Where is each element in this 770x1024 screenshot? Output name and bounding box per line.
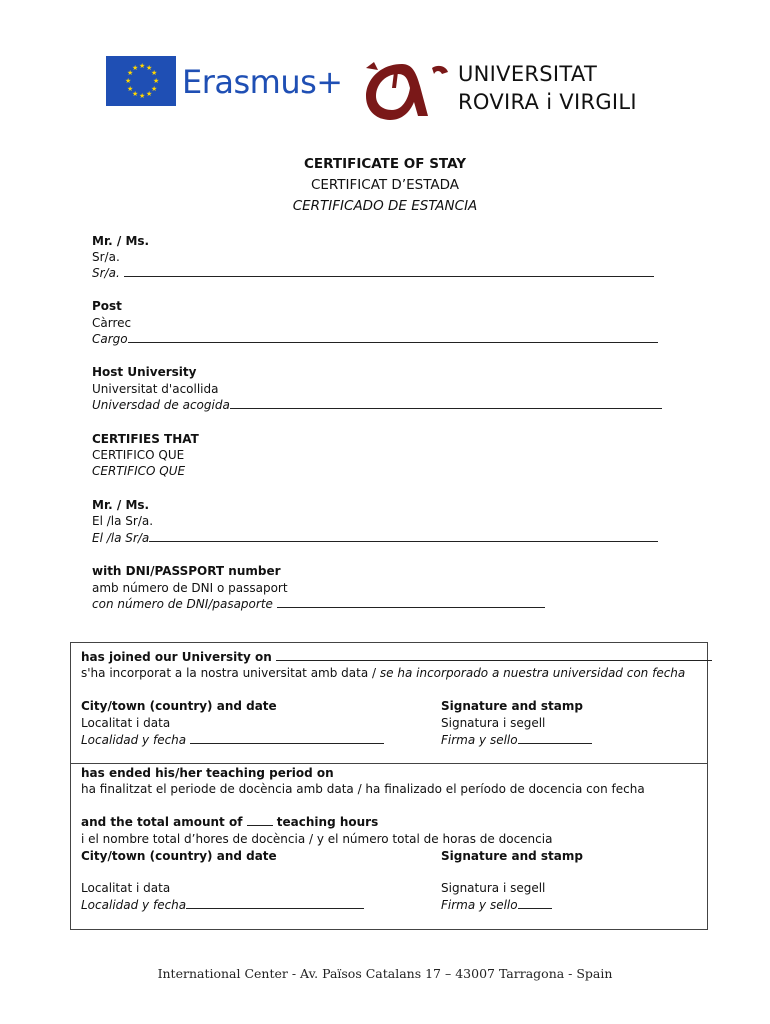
svg-text:★: ★ bbox=[139, 92, 146, 100]
post-label-ca: Càrrec bbox=[92, 316, 132, 330]
box2-sign-es: Firma y sello bbox=[441, 897, 552, 914]
total-hours-translation: i el nombre total d’hores de docència / y el número total de horas de docencia bbox=[81, 832, 553, 846]
box1-city-en: City/town (country) and date bbox=[81, 699, 277, 713]
title-english: CERTIFICATE OF STAY bbox=[303, 156, 467, 172]
svg-text:★: ★ bbox=[146, 90, 153, 98]
name-field[interactable] bbox=[124, 265, 654, 277]
svg-text:★: ★ bbox=[139, 62, 146, 70]
box2-sign-en: Signature and stamp bbox=[441, 849, 583, 863]
joined-row: has joined our University on bbox=[81, 649, 712, 666]
svg-text:★: ★ bbox=[153, 77, 160, 85]
dni-passport-field[interactable] bbox=[277, 596, 545, 608]
total-hours-row: and the total amount of teaching hours bbox=[81, 815, 379, 829]
box2-signature-field[interactable] bbox=[518, 897, 552, 909]
name-label-en: Mr. / Ms. bbox=[92, 234, 150, 248]
box1-sign-en: Signature and stamp bbox=[441, 699, 583, 713]
footer-address: International Center - Av. Països Catalans 17 – 43007 Tarragona - Spain bbox=[157, 966, 613, 981]
name2-label-ca: El /la Sr/a. bbox=[92, 514, 154, 528]
joined-translation: s'ha incorporat a la nostra universitat amb data / se ha incorporado a nuestra universidad con fecha bbox=[81, 666, 686, 680]
dni-label-ca: amb número de DNI o passaport bbox=[92, 581, 288, 595]
box1-city-es: Localidad y fecha bbox=[81, 732, 384, 749]
erasmus-logo bbox=[106, 56, 343, 108]
svg-text:★: ★ bbox=[151, 69, 158, 77]
host-label-es: Universdad de acogida bbox=[92, 397, 662, 414]
box1-city-ca: Localitat i data bbox=[81, 716, 171, 730]
svg-text:★: ★ bbox=[151, 85, 158, 93]
box2-city-ca: Localitat i data bbox=[81, 881, 171, 895]
box2-city-date-field[interactable] bbox=[186, 897, 364, 909]
host-label-ca: Universitat d'acollida bbox=[92, 382, 219, 396]
ended-en: has ended his/her teaching period on bbox=[81, 766, 334, 780]
joined-date-field[interactable] bbox=[276, 649, 712, 661]
svg-text:★: ★ bbox=[132, 90, 139, 98]
box1-city-date-field[interactable] bbox=[190, 732, 384, 744]
certifies-label-ca: CERTIFICO QUE bbox=[92, 448, 185, 462]
urv-name-line2: ROVIRA i VIRGILI bbox=[458, 90, 637, 114]
host-label-en: Host University bbox=[92, 365, 197, 379]
box1-sign-es: Firma y sello bbox=[441, 732, 592, 749]
urv-emblem-icon bbox=[362, 58, 454, 124]
host-university-field[interactable] bbox=[230, 397, 662, 409]
ended-translation: ha finalitzat el periode de docència amb data / ha finalizado el período de docencia con fecha bbox=[81, 782, 645, 796]
post-label-es: Cargo bbox=[92, 331, 658, 348]
certifies-label-en: CERTIFIES THAT bbox=[92, 432, 199, 446]
person-name-field[interactable] bbox=[149, 530, 658, 542]
box2-city-en: City/town (country) and date bbox=[81, 849, 277, 863]
title-spanish: CERTIFICADO DE ESTANCIA bbox=[292, 198, 478, 214]
teaching-hours-field[interactable] bbox=[247, 814, 273, 826]
name-label-es: Sr/a. bbox=[92, 265, 654, 282]
title-catalan: CERTIFICAT D’ESTADA bbox=[310, 177, 460, 193]
svg-text:★: ★ bbox=[125, 77, 132, 85]
svg-text:★: ★ bbox=[146, 64, 153, 72]
box2-city-es: Localidad y fecha bbox=[81, 897, 364, 914]
svg-text:★: ★ bbox=[127, 69, 134, 77]
urv-name-line1: UNIVERSITAT bbox=[458, 62, 598, 86]
name2-label-es: El /la Sr/a bbox=[92, 530, 658, 547]
svg-text:★: ★ bbox=[132, 64, 139, 72]
eu-flag-icon bbox=[106, 56, 176, 106]
dni-label-en: with DNI/PASSPORT number bbox=[92, 564, 281, 578]
post-label-en: Post bbox=[92, 299, 122, 313]
certifies-label-es: CERTIFICO QUE bbox=[92, 464, 186, 478]
name-label-ca: Sr/a. bbox=[92, 250, 120, 264]
name2-label-en: Mr. / Ms. bbox=[92, 498, 150, 512]
box2-sign-ca: Signatura i segell bbox=[441, 881, 546, 895]
box1-sign-ca: Signatura i segell bbox=[441, 716, 546, 730]
box1-signature-field[interactable] bbox=[518, 732, 592, 744]
erasmus-logo-text: Erasmus+ bbox=[182, 63, 343, 101]
urv-logo bbox=[362, 58, 662, 124]
post-field[interactable] bbox=[128, 331, 658, 343]
svg-text:★: ★ bbox=[127, 85, 134, 93]
dni-label-es: con número de DNI/pasaporte bbox=[92, 596, 545, 613]
